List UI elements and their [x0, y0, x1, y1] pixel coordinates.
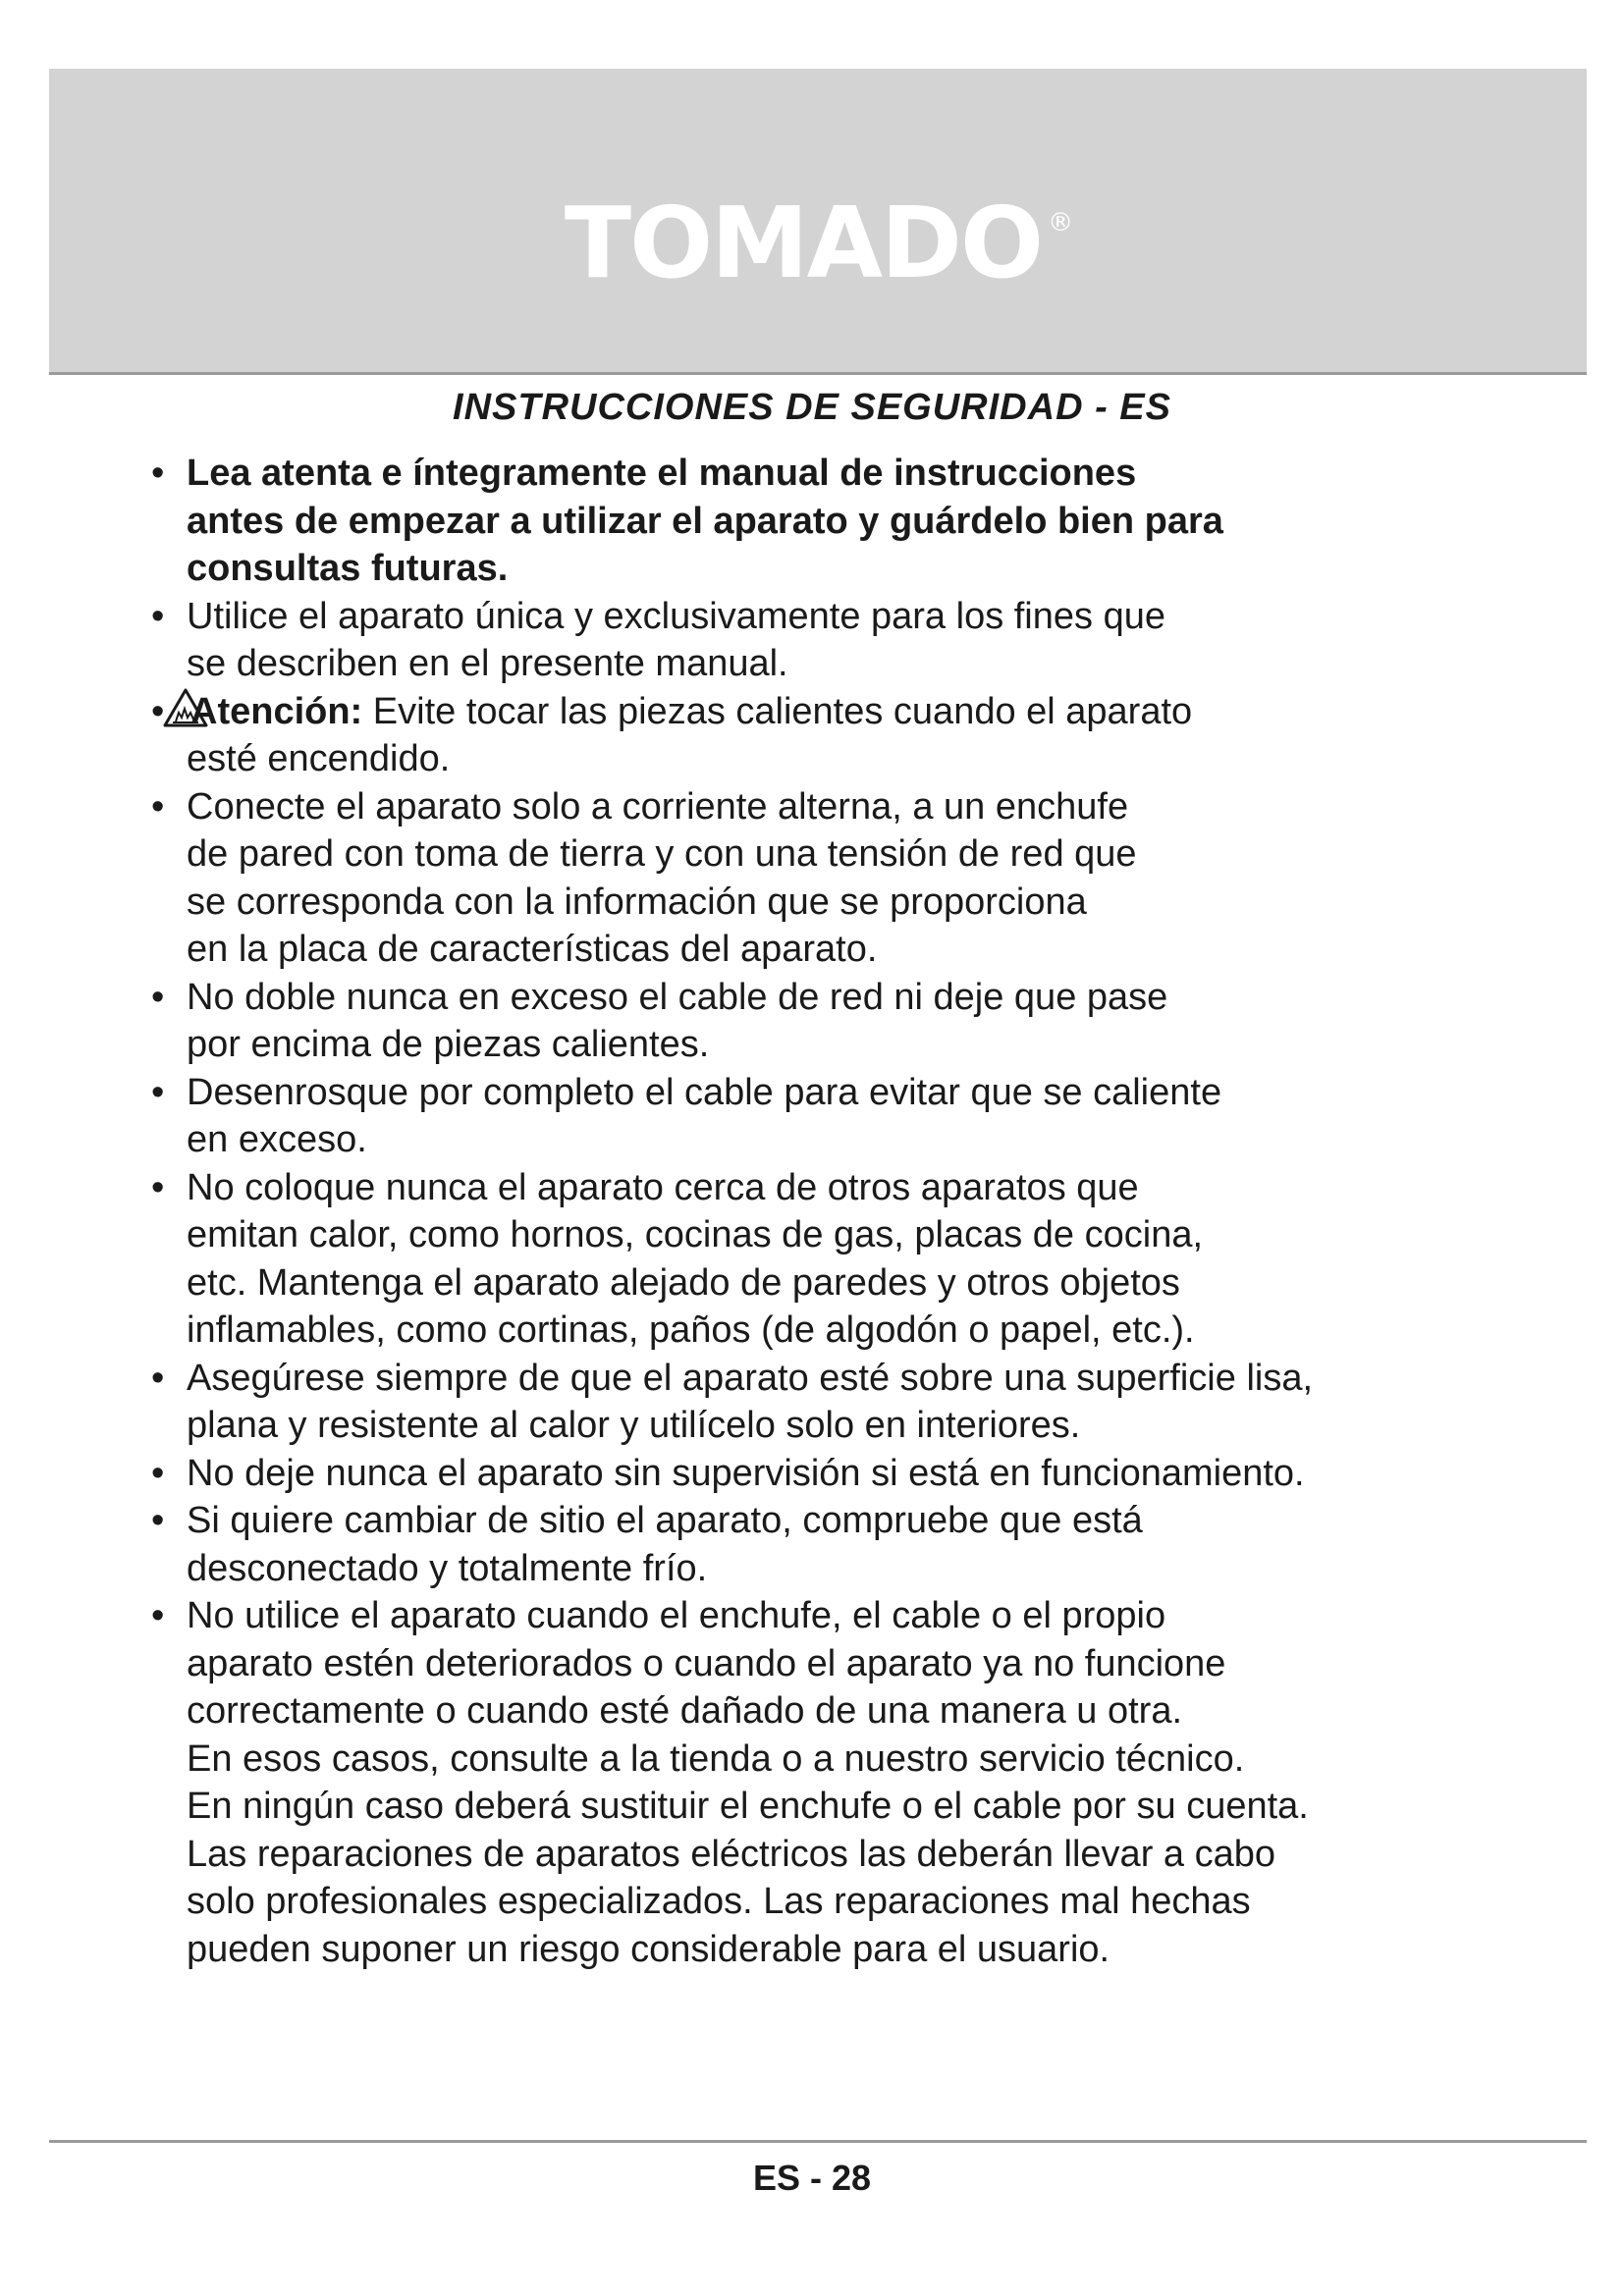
instruction-text: Asegúrese siempre de que el aparato esté sobre una superficie lisa, plana y resistente al calor y utilícelo solo en interiores.	[187, 1357, 1314, 1446]
section-title: INSTRUCCIONES DE SEGURIDAD - ES	[453, 387, 1171, 428]
instruction-item	[151, 1164, 1545, 1355]
page-number: ES - 28	[752, 2158, 872, 2198]
instruction-item	[151, 1355, 1545, 1450]
instruction-item	[151, 1450, 1545, 1498]
warning-label: Atención:	[190, 690, 363, 732]
bullet-icon: •	[151, 1166, 165, 1208]
bullet-icon: •	[151, 1452, 165, 1494]
bullet-icon: •	[151, 1357, 165, 1399]
bullet-icon: •	[151, 595, 165, 637]
instruction-text: Utilice el aparato única y exclusivamente para los fines que se describen en el presente manual.	[187, 595, 1165, 684]
footer-divider	[49, 2140, 1587, 2143]
instruction-item	[151, 974, 1545, 1069]
instruction-text: No coloque nunca el aparato cerca de otros aparatos que emitan calor, como hornos, cocinas de gas, placas de cocina, etc. Mantenga el aparato alejado de paredes y otros objetos inflamables, como cortinas, paños (de algodón o papel, etc.).	[187, 1166, 1204, 1351]
bullet-icon: •	[151, 976, 165, 1018]
instruction-text: No doble nunca en exceso el cable de red ni deje que pase por encima de piezas calientes.	[187, 976, 1168, 1065]
brand-logo	[49, 186, 1587, 300]
instruction-item	[151, 450, 1545, 593]
instruction-text: Conecte el aparato solo a corriente alterna, a un enchufe de pared con toma de tierra y con una tensión de red que se corresponda con la información que se proporciona en la placa de características del aparato.	[187, 785, 1137, 970]
instruction-text: Lea atenta e íntegramente el manual de instrucciones antes de empezar a utilizar el aparato y guárdelo bien para consultas futuras.	[187, 453, 1223, 589]
instruction-text: Desenrosque por completo el cable para evitar que se caliente en exceso.	[187, 1071, 1222, 1160]
instruction-text: No utilice el aparato cuando el enchufe, el cable o el propio aparato estén deteriorados o cuando el aparato ya no funcione correctamente o cuando esté dañado de una manera u otra. En esos casos, consulte a la tienda o a nuestro servicio técnico. En ningún caso deberá sustituir el enchufe o el cable por su cuenta. Las reparaciones de aparatos eléctricos las deberán llevar a cabo solo profesionales especializados. Las reparaciones mal hechas pueden suponer un riesgo considerable para el usuario.	[187, 1595, 1309, 1970]
header-band	[49, 69, 1587, 375]
instruction-item	[151, 593, 1545, 688]
instruction-item	[151, 1592, 1545, 1973]
instruction-item	[151, 1069, 1545, 1164]
bullet-icon: •	[151, 785, 165, 828]
bullet-icon: •	[151, 690, 165, 732]
instruction-item	[151, 783, 1545, 974]
instruction-text: No deje nunca el aparato sin supervisión si está en funcionamiento.	[187, 1452, 1305, 1494]
bullet-icon: •	[151, 453, 165, 494]
bullet-icon: •	[151, 1500, 165, 1541]
instruction-item	[151, 1497, 1545, 1592]
instruction-text: Si quiere cambiar de sitio el aparato, compruebe que está desconectado y totalmente frío.	[187, 1500, 1143, 1589]
instruction-text: Evite tocar las piezas calientes cuando el aparato esté encendido.	[187, 690, 1193, 779]
brand-logo-text: TOMADO	[564, 186, 1043, 300]
instruction-item-warning	[151, 688, 1545, 783]
registered-mark: ®	[1048, 208, 1072, 238]
bullet-icon: •	[151, 1595, 165, 1636]
bullet-icon: •	[151, 1071, 165, 1113]
safety-instructions-list	[151, 450, 1545, 1973]
